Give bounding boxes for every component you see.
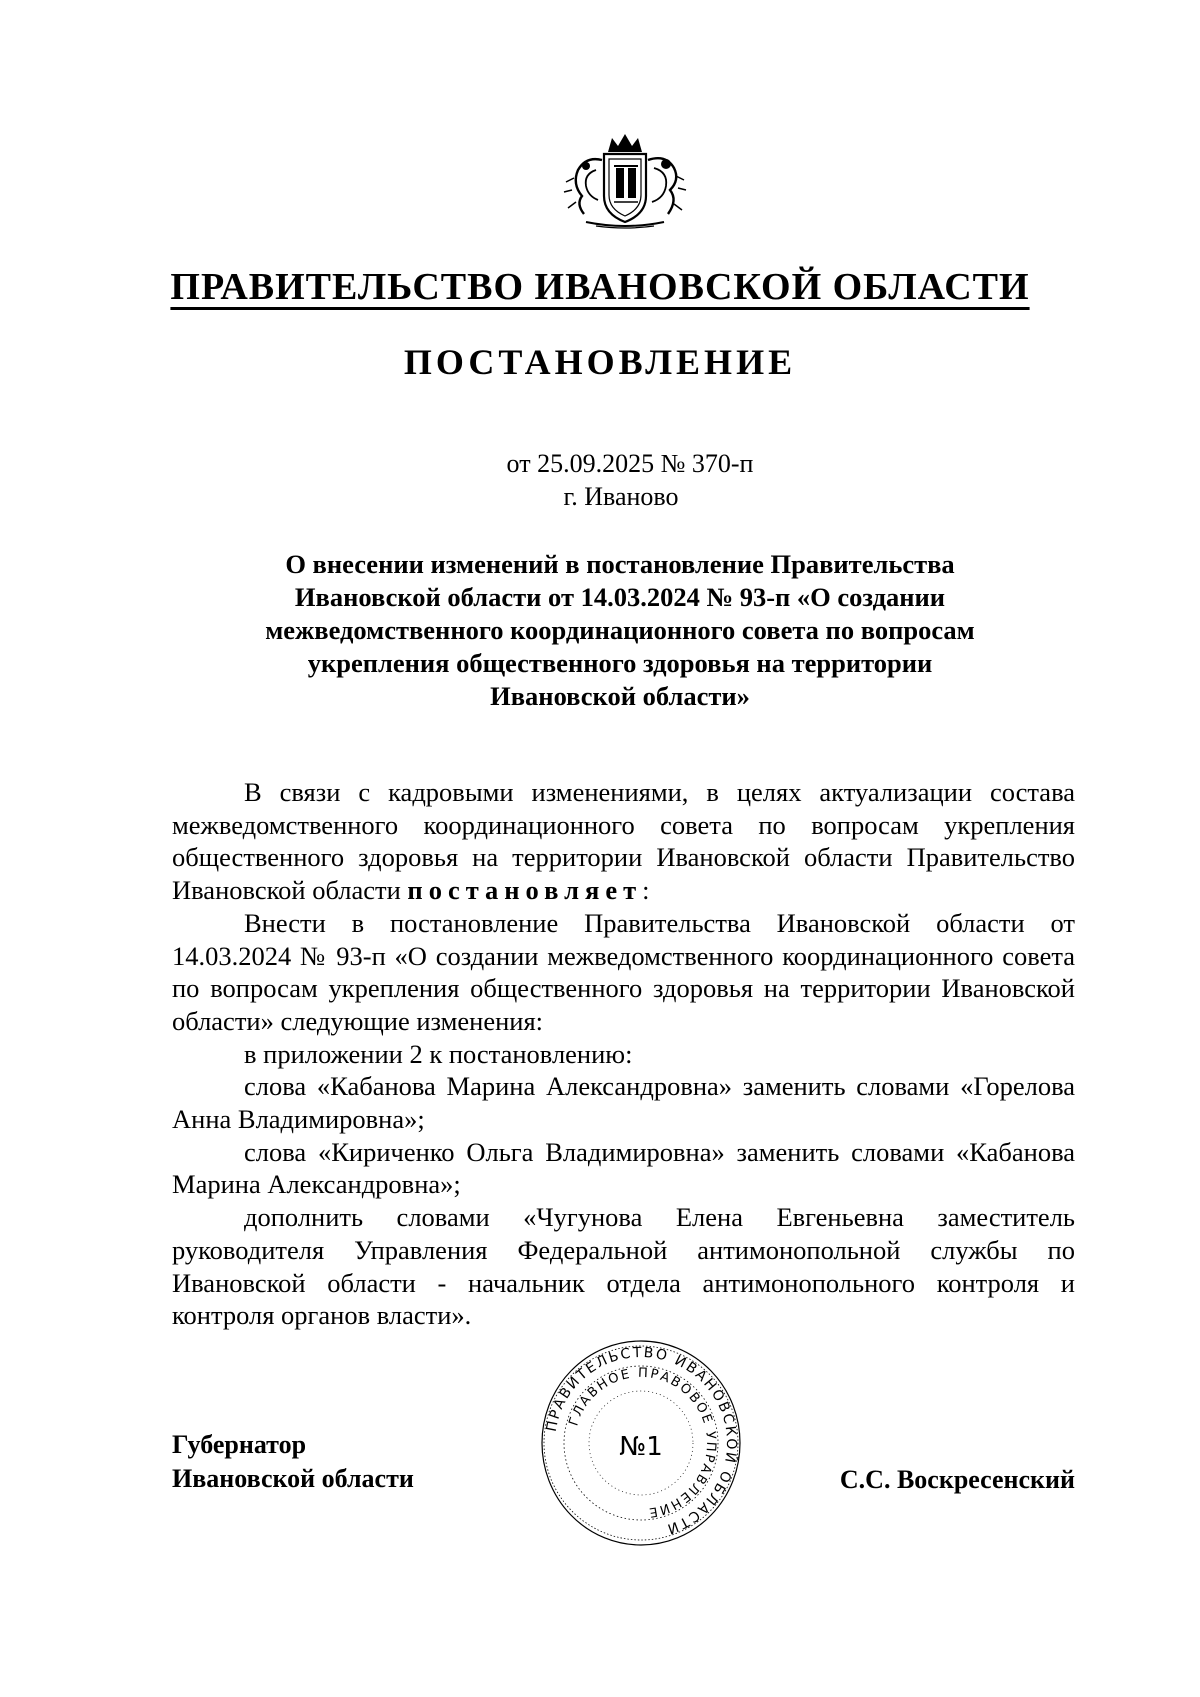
ivanovo-coat-of-arms-icon xyxy=(556,130,694,230)
organization-title xyxy=(0,264,1200,310)
seal-outer-text: ПРАВИТЕЛЬСТВО ИВАНОВСКОЙ ОБЛАСТИ xyxy=(543,1344,740,1538)
subject-line: укрепления общественного здоровья на территории xyxy=(307,648,933,678)
body-paragraph: слова «Кабанова Марина Александровна» заменить словами «Горелова Анна Владимировна»; xyxy=(172,1071,1075,1135)
body-paragraph: Внести в постановление Правительства Ивановской области от 14.03.2024 № 93-п «О создании межведомственного координационного совета по вопросам укрепления общественного здоровья на территории Ивановской области» следующие изменения: xyxy=(172,907,1075,1036)
organization-title-text: ПРАВИТЕЛЬСТВО ИВАНОВСКОЙ ОБЛАСТИ xyxy=(170,266,1030,308)
document-type: ПОСТАНОВЛЕНИЕ xyxy=(403,342,797,382)
seal-inner-text: ГЛАВНОЕ ПРАВОВОЕ УПРАВЛЕНИЕ xyxy=(566,1365,719,1520)
document-subject xyxy=(220,548,1020,713)
signatory-position-line: Ивановской области xyxy=(172,1464,414,1493)
resolves-keyword: постановляет xyxy=(407,875,643,906)
subject-line: Ивановской области» xyxy=(490,681,750,711)
body-paragraph: дополнить словами «Чугунова Елена Евгеньевна заместитель руководителя Управления Федеральной антимонопольной службы по Ивановской области - начальник отдела антимонопольного контроля и контроля органов власти». xyxy=(172,1202,1075,1331)
seal-number: №1 xyxy=(619,1432,663,1462)
subject-line: О внесении изменений в постановление Правительства xyxy=(285,549,955,579)
body-paragraph-preamble xyxy=(172,776,1075,907)
body-paragraph: слова «Кириченко Ольга Владимировна» заменить словами «Кабанова Марина Александровна»; xyxy=(172,1136,1075,1200)
body-paragraph: в приложении 2 к постановлению: xyxy=(244,1038,633,1069)
round-seal-icon xyxy=(538,1337,744,1549)
signatory-position-line: Губернатор xyxy=(172,1430,307,1459)
document-date-number: от 25.09.2025 № 370-п xyxy=(506,449,754,478)
signatory-name: С.С. Воскресенский xyxy=(839,1465,1075,1494)
signatory-position xyxy=(172,1428,414,1496)
document-body xyxy=(172,776,1075,1332)
preamble-tail: : xyxy=(642,875,650,906)
document-city: г. Иваново xyxy=(563,482,679,511)
subject-line: межведомственного координационного совета по вопросам xyxy=(265,615,975,645)
subject-line: Ивановской области от 14.03.2024 № 93-п «О создании xyxy=(294,582,946,612)
preamble-text: В связи с кадровыми изменениями, в целях актуализации состава межведомственного координационного совета по вопросам укрепления общественного здоровья на территории Ивановской области Правительство Ивановской области xyxy=(172,777,1075,906)
